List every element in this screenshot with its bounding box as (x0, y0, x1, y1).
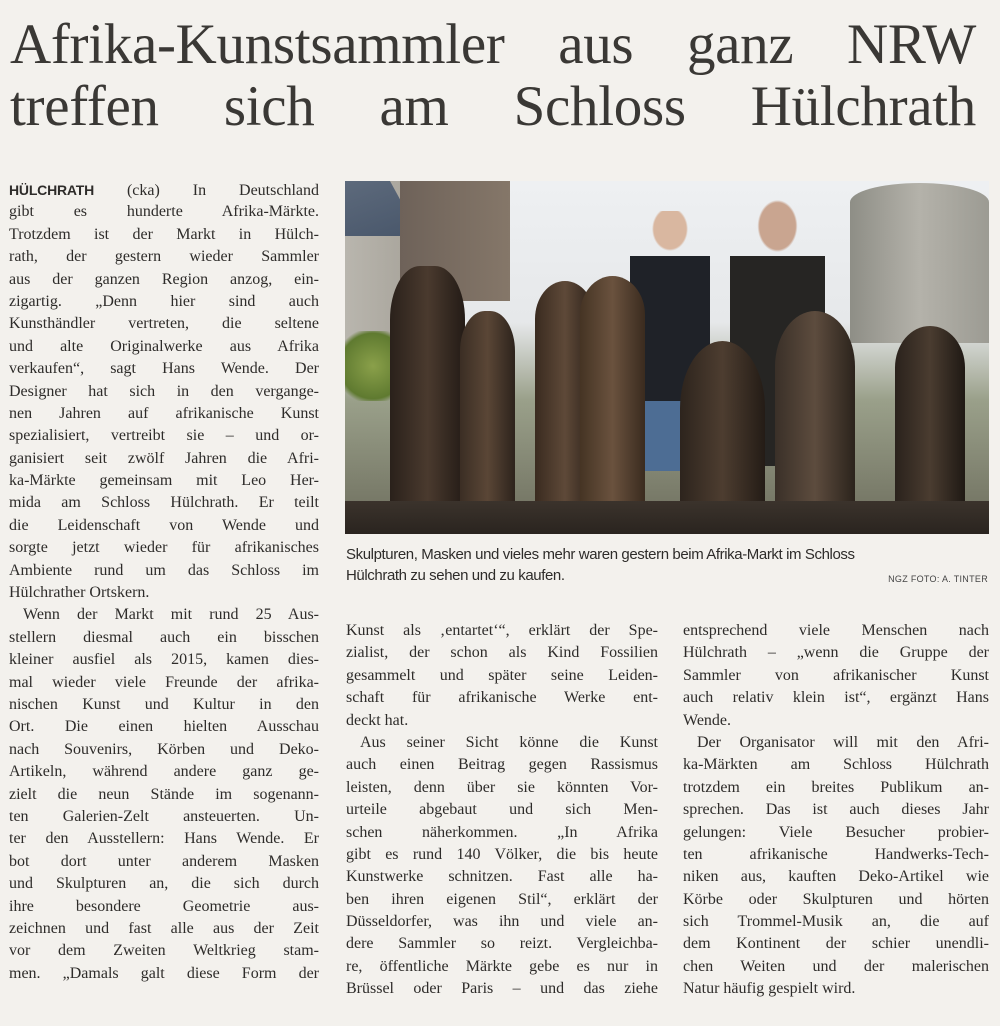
text-line: zeichnen und fast alle aus der Zeit (9, 919, 319, 937)
ground (345, 501, 989, 534)
text-line: re, öffentliche Märkte gebe es nur in (346, 957, 658, 975)
text-line: ten Galerien-Zelt ansteuerten. Un- (9, 807, 319, 825)
text-line: men. „Damals galt diese Form der (9, 964, 319, 982)
sculpture (390, 266, 465, 534)
text-line: entsprechend viele Menschen nach (683, 622, 989, 639)
text-line: mida am Schloss Hülchrath. Er teilt (9, 494, 319, 512)
headline-line: treffen sich am Schloss Hülchrath (10, 75, 976, 138)
text-line: Der Organisator will mit den Afri- (697, 733, 989, 751)
text-line: Artikeln, während andere ganz ge- (9, 763, 319, 781)
text-line: niken aus, kauften Deko-Artikel wie (683, 868, 989, 886)
text-line: rath, der gestern wieder Sammler (9, 248, 319, 266)
text-line: zielt die neun Stände im sogenann- (9, 785, 319, 803)
text-line: vor dem Zweiten Weltkrieg stam- (9, 942, 319, 960)
article-column-1 (9, 179, 319, 985)
text-line: gesammelt und später seine Leiden- (346, 666, 658, 684)
text-line: bot dort unter anderem Masken (9, 852, 319, 870)
text-line: ten afrikanische Handwerks-Tech- (683, 845, 989, 863)
caption-line: Hülchrath zu sehen und zu kaufen. (346, 567, 565, 584)
text-line: ben ihren eigenen Stil“, erklärt der (346, 890, 658, 908)
text-line (9, 179, 319, 201)
text-line: zialist, der schon als Kind Fossilien (346, 644, 658, 662)
text-line: zigartig. „Denn hier sind auch (9, 292, 319, 310)
text-line: Wende. (683, 711, 732, 729)
text-line: Trotzdem ist der Markt in Hülch- (9, 225, 319, 243)
text-line: Kunsthändler vertreten, die seltene (9, 315, 319, 333)
text-line: nen Jahren auf afrikanische Kunst (9, 404, 319, 422)
photo-credit: NGZ FOTO: A. TINTER (888, 574, 988, 584)
text-line: mal wieder viele Freunde der afrika- (9, 673, 319, 691)
article-column-2 (346, 620, 658, 1001)
text-line: Aus seiner Sicht könne die Kunst (360, 733, 658, 751)
text-line: auch einen Beitrag gegen Rassismus (346, 756, 658, 774)
text-line: die Leidenschaft von Wende und (9, 516, 319, 534)
text-line: dere Sammler so reizt. Vergleichba- (346, 935, 658, 953)
text-line: Natur häufig gespielt wird. (683, 980, 856, 998)
caption-line: Skulpturen, Masken und vieles mehr waren gestern beim Afrika-Markt im Schloss (346, 546, 855, 563)
text-line: chen Weiten und der malerischen (683, 957, 989, 975)
text-line: ka-Märkte gemeinsam mit Leo Her- (9, 472, 319, 490)
text-line: gelungen: Viele Besucher probier- (683, 823, 989, 841)
text-line: stellern diesmal auch ein bisschen (9, 628, 319, 646)
article-photo (345, 181, 989, 534)
text-line: auch relativ klein ist“, ergänzt Hans (683, 689, 989, 707)
text-line: gibt es hunderte Afrika-Märkte. (9, 203, 319, 221)
text-line: Ambiente rund um das Schloss im (9, 561, 319, 579)
text-line: Designer hat sich in den vergange- (9, 382, 319, 400)
headline (10, 14, 976, 138)
text-line-rest: (cka) In Deutschland (94, 182, 319, 199)
text-line: kleiner ausfiel als 2015, kamen dies- (9, 651, 319, 669)
text-line: nischen Kunst und Kultur in den (9, 695, 319, 713)
text-line: Ort. Die einen hielten Ausschau (9, 718, 319, 736)
text-line: sorgte jetzt wieder für afrikanisches (9, 539, 319, 557)
text-line: ihre besondere Geometrie aus- (9, 897, 319, 915)
text-line: spezialisiert, vertreibt sie – und or- (9, 427, 319, 445)
text-line: schaft für afrikanische Werke ent- (346, 689, 658, 707)
dateline: HÜLCHRATH (9, 182, 95, 198)
text-line: ter den Ausstellern: Hans Wende. Er (9, 830, 319, 848)
text-line: deckt hat. (346, 711, 409, 729)
castle-tower (850, 183, 989, 343)
text-line: Düsseldorfer, was ihn und viele an- (346, 913, 658, 931)
text-line: Kunstwerke schnitzen. Fast alle ha- (346, 868, 658, 886)
text-line: sich Trommel-Musik an, die auf (683, 913, 989, 931)
text-line: aus der ganzen Region anzog, ein- (9, 270, 319, 288)
text-line: Körbe oder Skulpturen und hörten (683, 890, 989, 908)
text-line: nach Souvenirs, Körben und Deko- (9, 740, 319, 758)
text-line: ganisiert seit zwölf Jahren die Afri- (9, 449, 319, 467)
text-line: schen näherkommen. „In Afrika (346, 823, 658, 841)
text-line: verkaufen“, sagt Hans Wende. Der (9, 360, 319, 378)
text-line: dem Kontinent der schier unendli- (683, 935, 989, 953)
text-line: ka-Märkten am Schloss Hülchrath (683, 756, 989, 774)
text-line: gibt es rund 140 Völker, die bis heute (346, 845, 658, 863)
text-line: urteile abgebaut und sich Men- (346, 801, 658, 819)
text-line: leisten, denn über sie könnten Vor- (346, 778, 658, 796)
text-line: Sammler von afrikanischer Kunst (683, 666, 989, 684)
text-line: Hülchrath – „wenn die Gruppe der (683, 644, 989, 662)
text-line: und alte Originalwerke aus Afrika (9, 337, 319, 355)
text-line: und Skulpturen an, die sich durch (9, 875, 319, 893)
text-line: Hülchrather Ortskern. (9, 584, 150, 602)
article-column-3 (683, 620, 989, 1001)
text-line: Brüssel oder Paris – und das ziehe (346, 980, 658, 998)
text-line: Kunst als ‚entartet‘“, erklärt der Spe- (346, 622, 658, 639)
text-line: sprechen. Das ist auch dieses Jahr (683, 801, 989, 819)
text-line: Wenn der Markt mit rund 25 Aus- (23, 606, 319, 624)
headline-line: Afrika-Kunstsammler aus ganz NRW (10, 13, 976, 76)
text-line: trotzdem ein breites Publikum an- (683, 778, 989, 796)
sculpture (580, 276, 645, 534)
